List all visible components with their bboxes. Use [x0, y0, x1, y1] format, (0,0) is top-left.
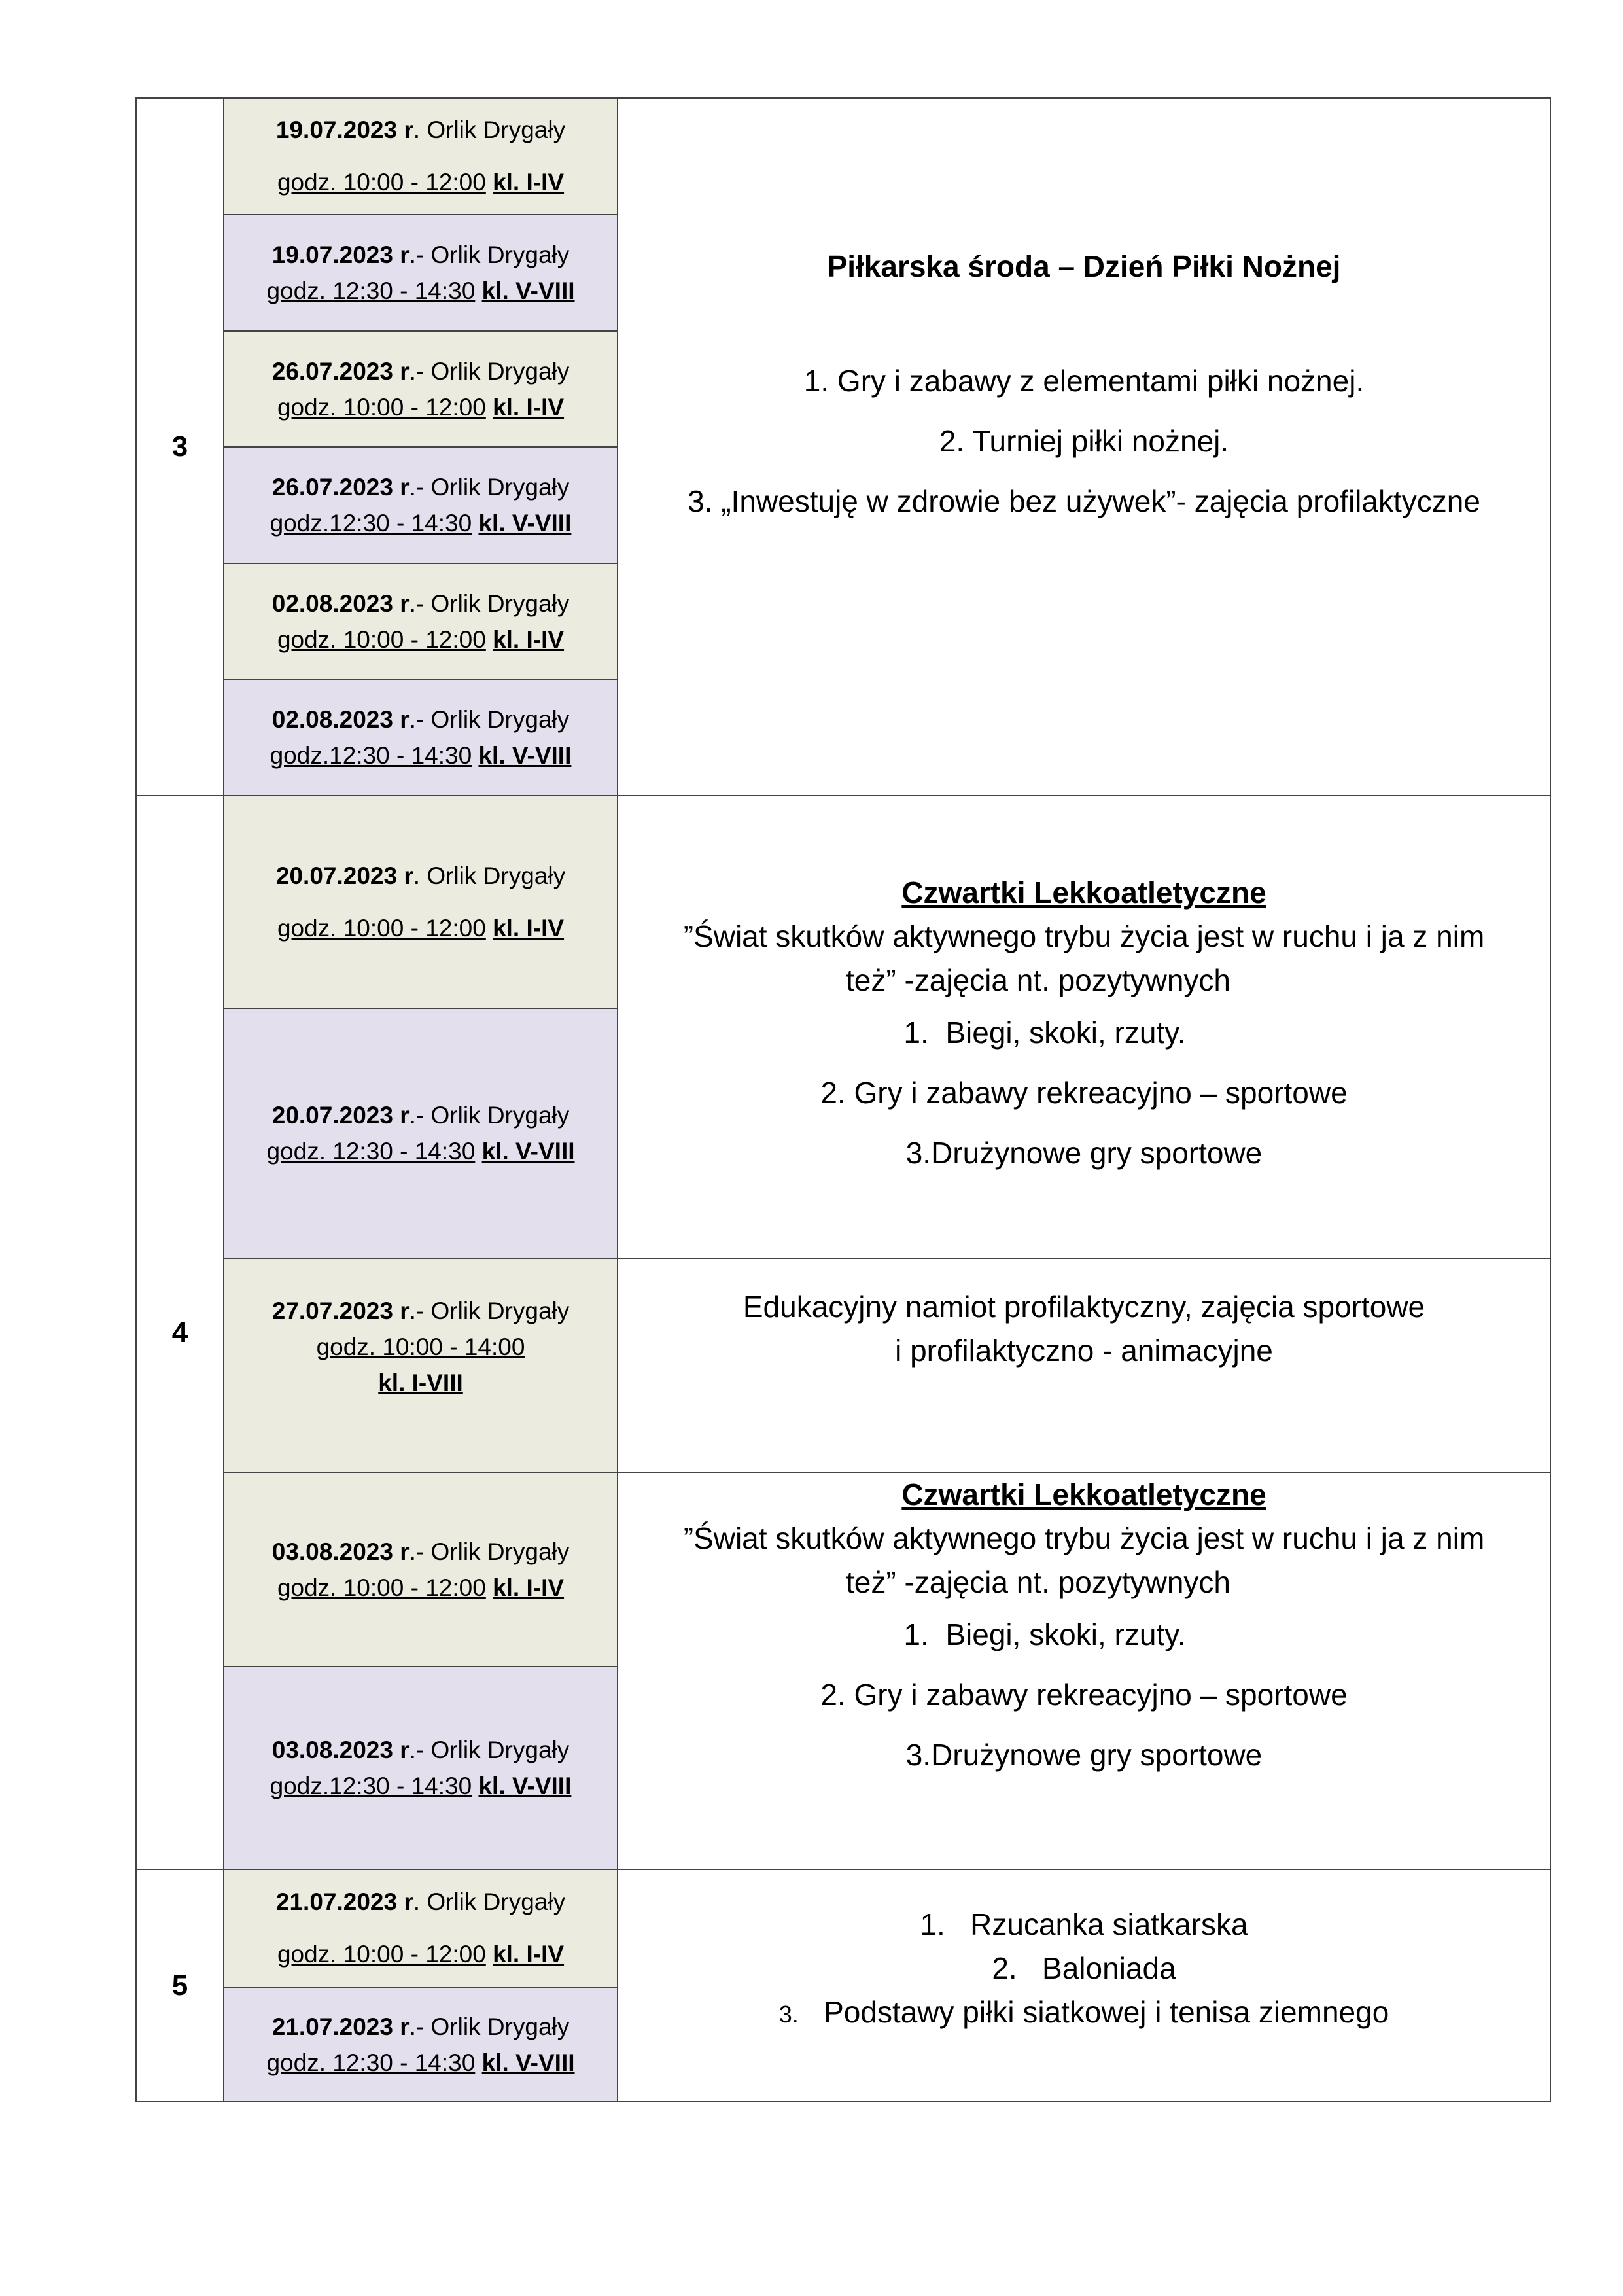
quote-line: ”Świat skutków aktywnego trybu życia jest w ruchu i ja z nim — [683, 919, 1485, 953]
date-cell: 19.07.2023 r. Orlik Drygały godz. 10:00 - 12:00 kl. I-IV — [224, 98, 618, 215]
quote-line: ”Świat skutków aktywnego trybu życia jest w ruchu i ja z nim — [683, 1521, 1485, 1555]
list-item: 1. Biegi, skoki, rzuty. — [903, 1617, 1186, 1651]
list-item: 3. „Inwestuję w zdrowie bez używek”- zajęcia profilaktyczne — [688, 484, 1480, 518]
table-row — [136, 796, 1550, 1008]
list-item: 2. Turniej piłki nożnej. — [939, 424, 1229, 458]
list-item: 1. Gry i zabawy z elementami piłki nożnej. — [803, 364, 1365, 398]
date-cell: 20.07.2023 r. Orlik Drygały godz. 10:00 - 12:00 kl. I-IV — [224, 796, 618, 1008]
date-cell: 19.07.2023 r.- Orlik Drygały godz. 12:30 - 14:30 kl. V-VIII — [224, 215, 618, 331]
table-row — [136, 1258, 1550, 1472]
date-cell: 21.07.2023 r. Orlik Drygały godz. 10:00 - 12:00 kl. I-IV — [224, 1869, 618, 1987]
date-cell: 21.07.2023 r.- Orlik Drygały godz. 12:30 - 14:30 kl. V-VIII — [224, 1987, 618, 2102]
date-cell: 27.07.2023 r.- Orlik Drygały godz. 10:00 - 14:00 kl. I-VIII — [224, 1258, 618, 1472]
list-item: 3.Drużynowe gry sportowe — [905, 1136, 1263, 1170]
date-cell: 26.07.2023 r.- Orlik Drygały godz. 10:00 - 12:00 kl. I-IV — [224, 331, 618, 447]
activity-description — [618, 98, 1550, 796]
section-number: 3 — [136, 98, 224, 796]
activity-description — [618, 796, 1550, 1258]
activity-title: Czwartki Lekkoatletyczne — [901, 875, 1266, 910]
activity-title: Piłkarska środa – Dzień Piłki Nożnej — [827, 249, 1341, 283]
table-row — [136, 1472, 1550, 1667]
date-cell: 03.08.2023 r.- Orlik Drygały godz.12:30 - 14:30 kl. V-VIII — [224, 1667, 618, 1869]
activity-title: Czwartki Lekkoatletyczne — [901, 1477, 1266, 1511]
list-item: 1. Biegi, skoki, rzuty. — [903, 1016, 1186, 1050]
activity-description — [618, 1869, 1550, 2102]
list-item: 3.Drużynowe gry sportowe — [905, 1738, 1263, 1772]
table-row — [136, 98, 1550, 215]
date-cell: 03.08.2023 r.- Orlik Drygały godz. 10:00 - 12:00 kl. I-IV — [224, 1472, 618, 1667]
description-line: Edukacyjny namiot profilaktyczny, zajęcia sportowe — [742, 1290, 1425, 1324]
list-item: 2. Gry i zabawy rekreacyjno – sportowe — [820, 1076, 1348, 1110]
activity-description — [618, 1472, 1550, 1869]
table-row — [136, 1869, 1550, 1987]
list-item: 2. Gry i zabawy rekreacyjno – sportowe — [820, 1678, 1348, 1712]
list-item: 2. Baloniada — [992, 1951, 1176, 1985]
date-cell: 02.08.2023 r.- Orlik Drygały godz.12:30 - 14:30 kl. V-VIII — [224, 679, 618, 796]
quote-line: też” -zajęcia nt. pozytywnych — [845, 963, 1230, 997]
section-number: 5 — [136, 1869, 224, 2102]
activity-description — [618, 1258, 1550, 1472]
quote-line: też” -zajęcia nt. pozytywnych — [845, 1565, 1230, 1599]
section-number: 4 — [136, 796, 224, 1869]
description-line: i profilaktyczno - animacyjne — [895, 1333, 1273, 1368]
date-cell: 02.08.2023 r.- Orlik Drygały godz. 10:00 - 12:00 kl. I-IV — [224, 563, 618, 679]
date-cell: 26.07.2023 r.- Orlik Drygały godz.12:30 - 14:30 kl. V-VIII — [224, 447, 618, 563]
date-cell: 20.07.2023 r.- Orlik Drygały godz. 12:30 - 14:30 kl. V-VIII — [224, 1008, 618, 1258]
list-item: 3. Podstawy piłki siatkowej i tenisa ziemnego — [778, 1994, 1389, 2029]
schedule-table — [135, 97, 1551, 2102]
list-item: 1. Rzucanka siatkarska — [920, 1907, 1248, 1941]
